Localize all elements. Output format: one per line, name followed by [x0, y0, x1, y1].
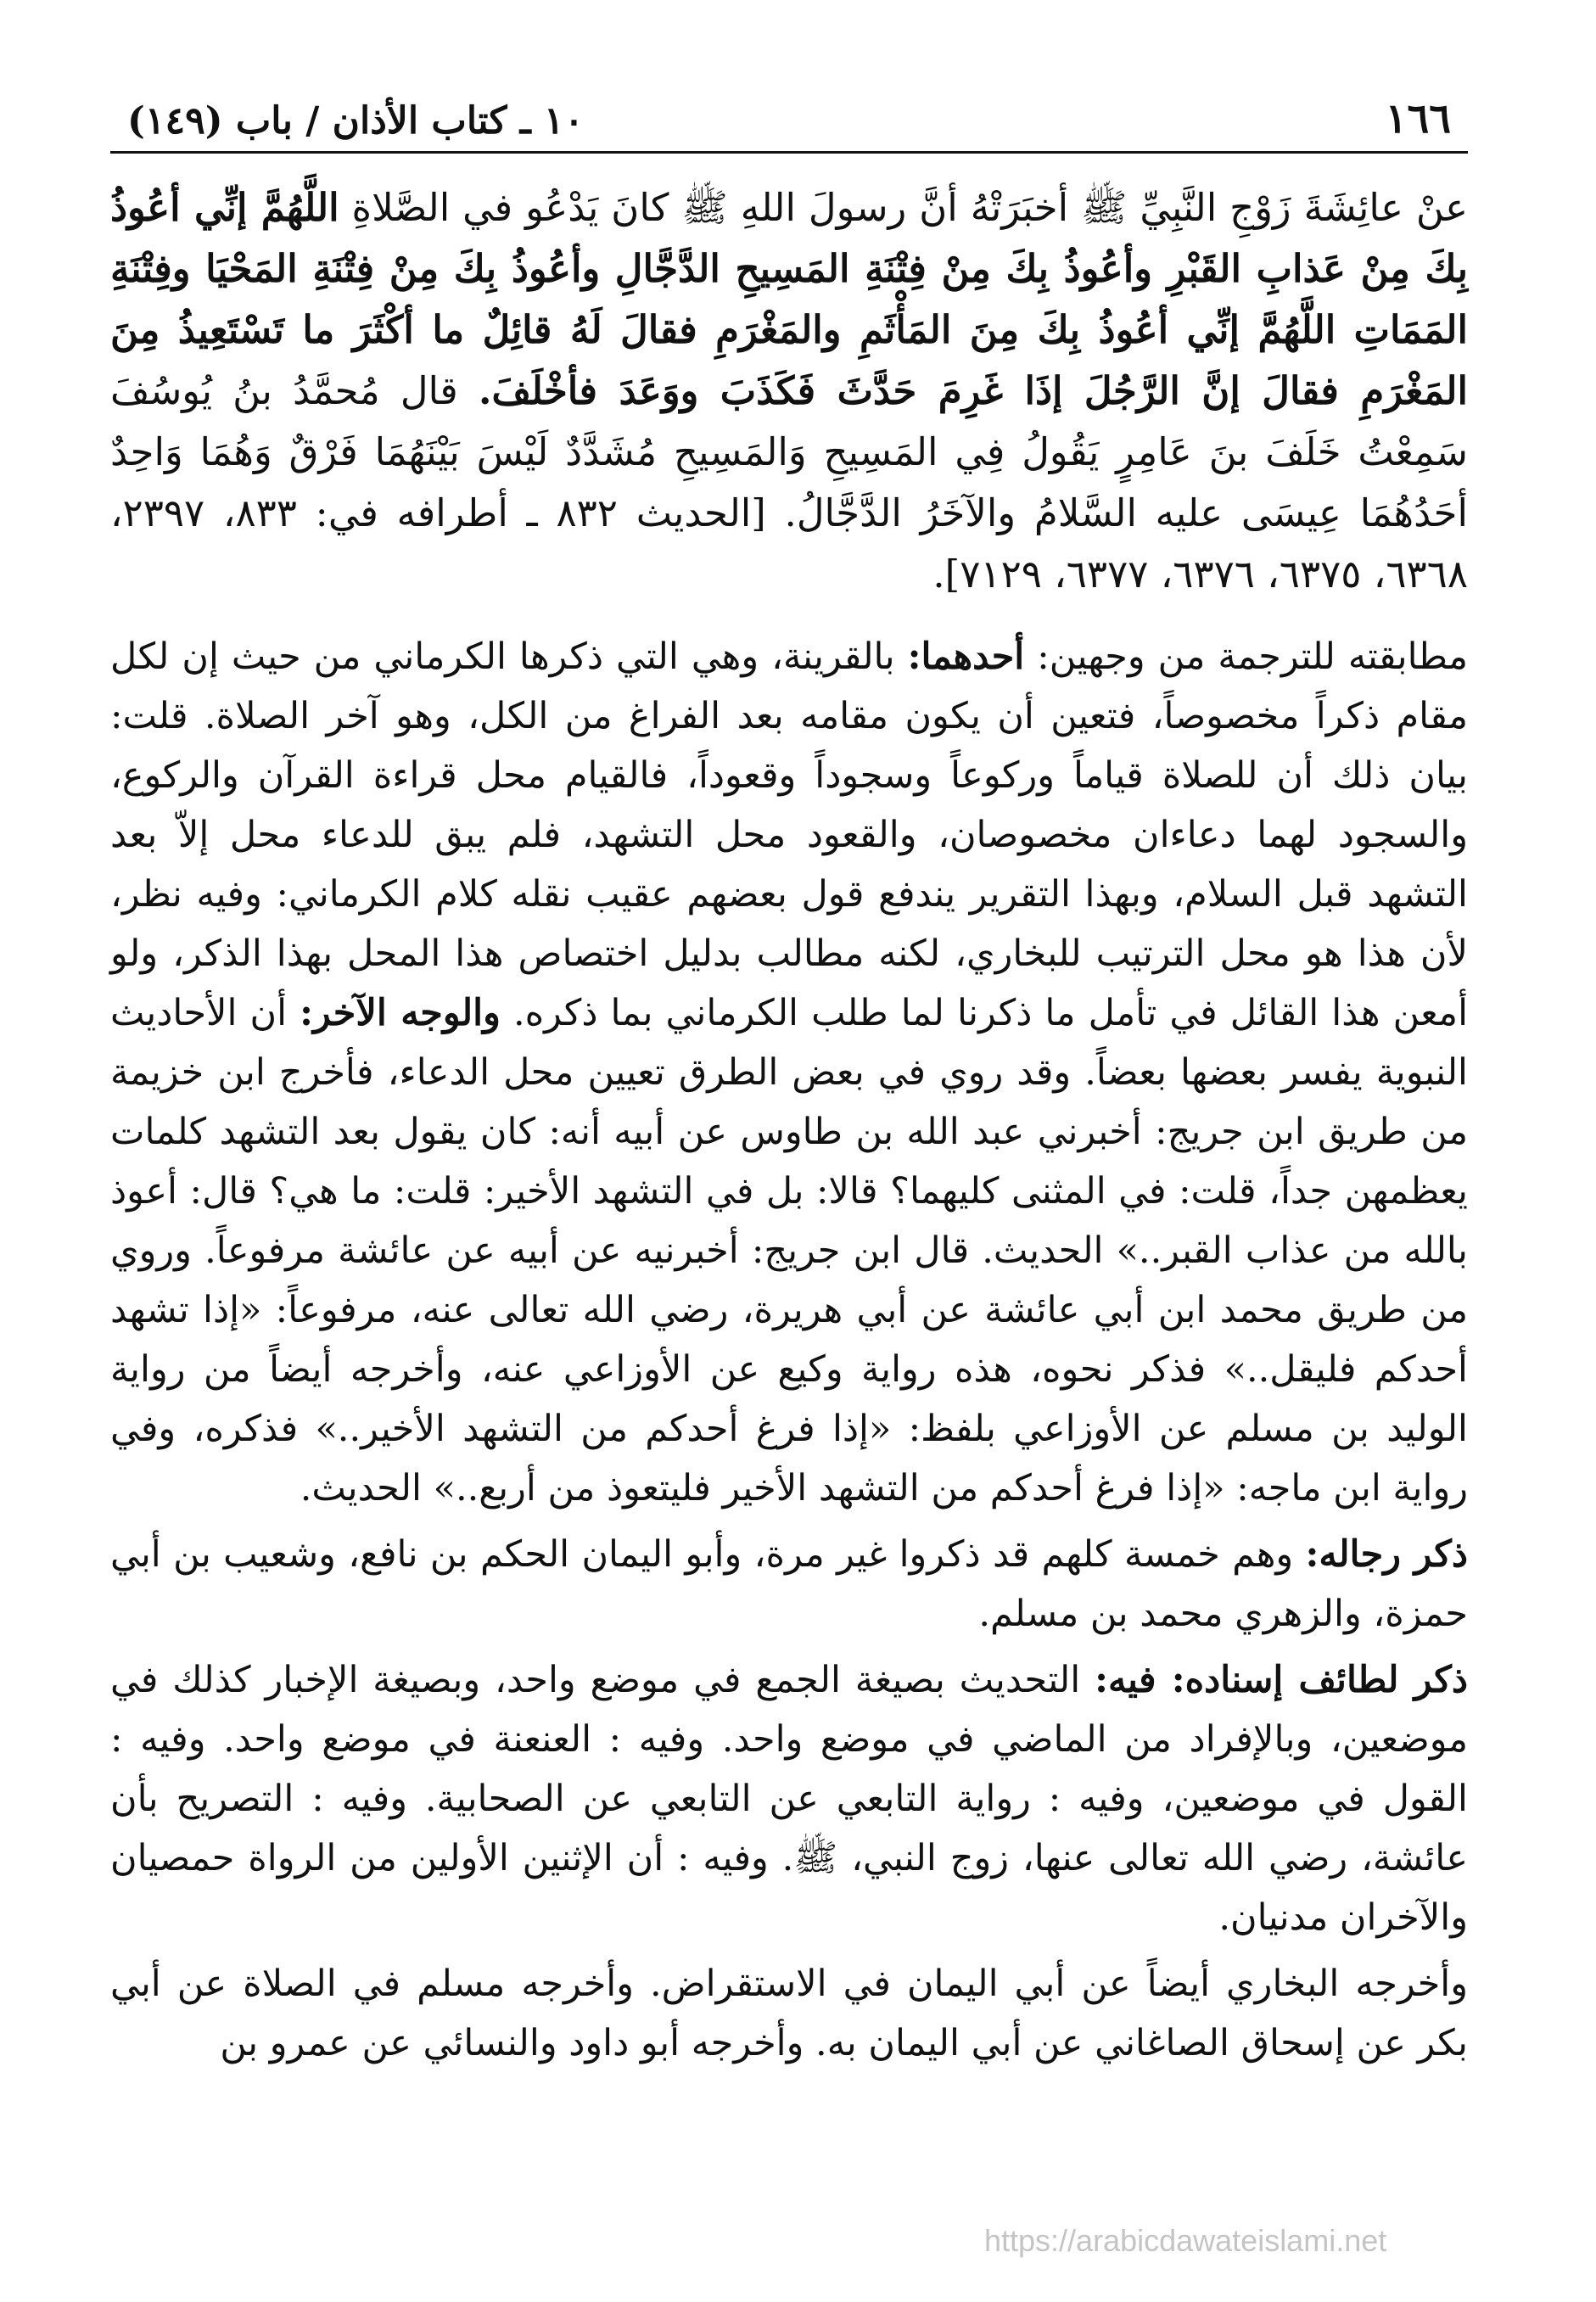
- hadith-intro: عنْ عائِشَةَ زَوْجِ النَّبِيِّ ﷺ أخبَرَتْهُ أنَّ رسولَ اللهِ ﷺ كانَ يَدْعُو في الصَّلاةِ: [351, 185, 1468, 230]
- commentary-paragraph-1: [110, 627, 1468, 1518]
- text-span: وأخرجه البخاري أيضاً عن أبي اليمان في الاستقراض. وأخرجه مسلم في الصلاة عن أبي بكر عن إسحاق الصاغاني عن أبي اليمان به. وأخرجه أبو داود والنسائي عن عمرو بن: [110, 1963, 1468, 2064]
- watermark-url: https://arabicdawateislami.net: [984, 2223, 1387, 2258]
- bold-heading: أحدهما:: [907, 636, 1025, 678]
- page-header: [110, 76, 1468, 154]
- running-title: ١٠ ـ كتاب الأذان / باب (١٤٩): [127, 99, 585, 143]
- hadith-tail: قال مُحمَّدُ بنُ يُوسُفَ سَمِعْتُ خَلَفَ بنَ عَامِرٍ يَقُولُ فِي المَسِيحِ وَالمَسِيحِ مُشَدَّدٌ لَيْسَ بَيْنَهُمَا فَرْقٌ وَهُمَا وَاحِدٌ أحَدُهُمَا عِيسَى عليه السَّلامُ والآخَرُ الدَّجَّالُ. [الحديث ٨٣٢ ـ أطرافه في: ٨٣٣، ٢٣٩٧، ٦٣٦٨، ٦٣٧٥، ٦٣٧٦، ٦٣٧٧، ٧١٢٩].: [110, 368, 1469, 597]
- bold-heading: والوجه الآخر:: [300, 992, 501, 1034]
- hadith-text: [110, 177, 1468, 605]
- text-span: مطابقته للترجمة من وجهين:: [1037, 636, 1469, 678]
- text-span: وهم خمسة كلهم قد ذكروا غير مرة، وأبو اليمان الحكم بن نافع، وشعيب بن أبي حمزة، والزهري محمد بن مسلم.: [110, 1533, 1468, 1635]
- hadith-dua: اللَّهُمَّ إنِّي أعُوذُ بِكَ مِنْ عَذابِ القَبْرِ وأعُوذُ بِكَ مِنْ فِتْنَةِ المَسِيحِ الدَّجَّالِ وأعُوذُ بِكَ مِنْ فِتْنَةِ المَحْيَا وفِتْنَةِ المَمَاتِ اللَّهُمَّ إنِّي أعُوذُ بِكَ مِنَ المَأْثَمِ والمَغْرَمِ فقالَ لَهُ قائِلٌ ما أكْثَرَ ما تَسْتَعِيذُ مِنَ المَغْرَمِ فقالَ إنَّ الرَّجُلَ إذَا غَرِمَ حَدَّثَ فَكَذَبَ ووَعَدَ فأخْلَفَ.: [110, 185, 1468, 413]
- text-span: التحديث بصيغة الجمع في موضع واحد، وبصيغة الإخبار كذلك في موضعين، وبالإفراد من الماضي في موضع واحد. وفيه : العنعنة في موضع واحد. وفيه : القول في موضعين، وفيه : رواية التابعي عن التابعي عن الصحابية. وفيه : التصريح بأن عائشة، رضي الله تعالى عنها، زوج النبي، ﷺ. وفيه : أن الإثنين الأولين من الرواة حمصيان والآخران مدنيان.: [110, 1659, 1468, 1939]
- bold-heading: ذكر رجاله:: [1305, 1533, 1468, 1576]
- commentary-paragraph-2: [110, 1525, 1468, 1644]
- text-span: أن الأحاديث النبوية يفسر بعضها بعضاً. وقد روي في بعض الطرق تعيين محل الدعاء، فأخرج ابن خزيمة من طريق ابن جريج: أخبرني عبد الله بن طاوس عن أبيه أنه: كان يقول بعد التشهد كلمات يعظمهن جداً، قلت: في المثنى كليهما؟ قالا: بل في التشهد الأخير: قلت: ما هي؟ قال: أعوذ بالله من عذاب القبر..» الحديث. قال ابن جريج: أخبرنيه عن أبيه عن عائشة مرفوعاً. وروي من طريق محمد ابن أبي عائشة عن أبي هريرة، رضي الله تعالى عنه، مرفوعاً: «إذا تشهد أحدكم فليقل..» فذكر نحوه، هذه رواية وكيع عن الأوزاعي عنه، وأخرجه أيضاً من رواية الوليد بن مسلم عن الأوزاعي بلفظ: «إذا فرغ أحدكم من التشهد الأخير..» فذكره، وفي رواية ابن ماجه: «إذا فرغ أحدكم من التشهد الأخير فليتعوذ من أربع..» الحديث.: [110, 992, 1468, 1509]
- book-page: [110, 76, 1468, 2266]
- commentary: [110, 627, 1468, 2073]
- commentary-paragraph-3: [110, 1650, 1468, 1947]
- commentary-paragraph-4: [110, 1954, 1468, 2073]
- bold-heading: ذكر لطائف إسناده: فيه:: [1095, 1659, 1468, 1701]
- text-span: بالقرينة، وهي التي ذكرها الكرماني من حيث إن لكل مقام ذكراً مخصوصاً، فتعين أن يكون مقامه بعد الفراغ من الكل، وهو آخر الصلاة. قلت: بيان ذلك أن للصلاة قياماً وركوعاً وسجوداً وقعوداً، فالقيام محل قراءة القرآن والركوع، والسجود لهما دعاءان مخصوصان، والقعود محل التشهد، فلم يبق للدعاء محل إلاّ بعد التشهد قبل السلام، وبهذا التقرير يندفع قول بعضهم عقيب نقله كلام الكرماني: وفيه نظر، لأن هذا هو محل الترتيب للبخاري، لكنه مطالب بدليل اختصاص هذا المحل بهذا الذكر، ولو أمعن هذا القائل في تأمل ما ذكرنا لما طلب الكرماني بما ذكره.: [110, 636, 1469, 1034]
- page-number: ١٦٦: [1385, 95, 1451, 143]
